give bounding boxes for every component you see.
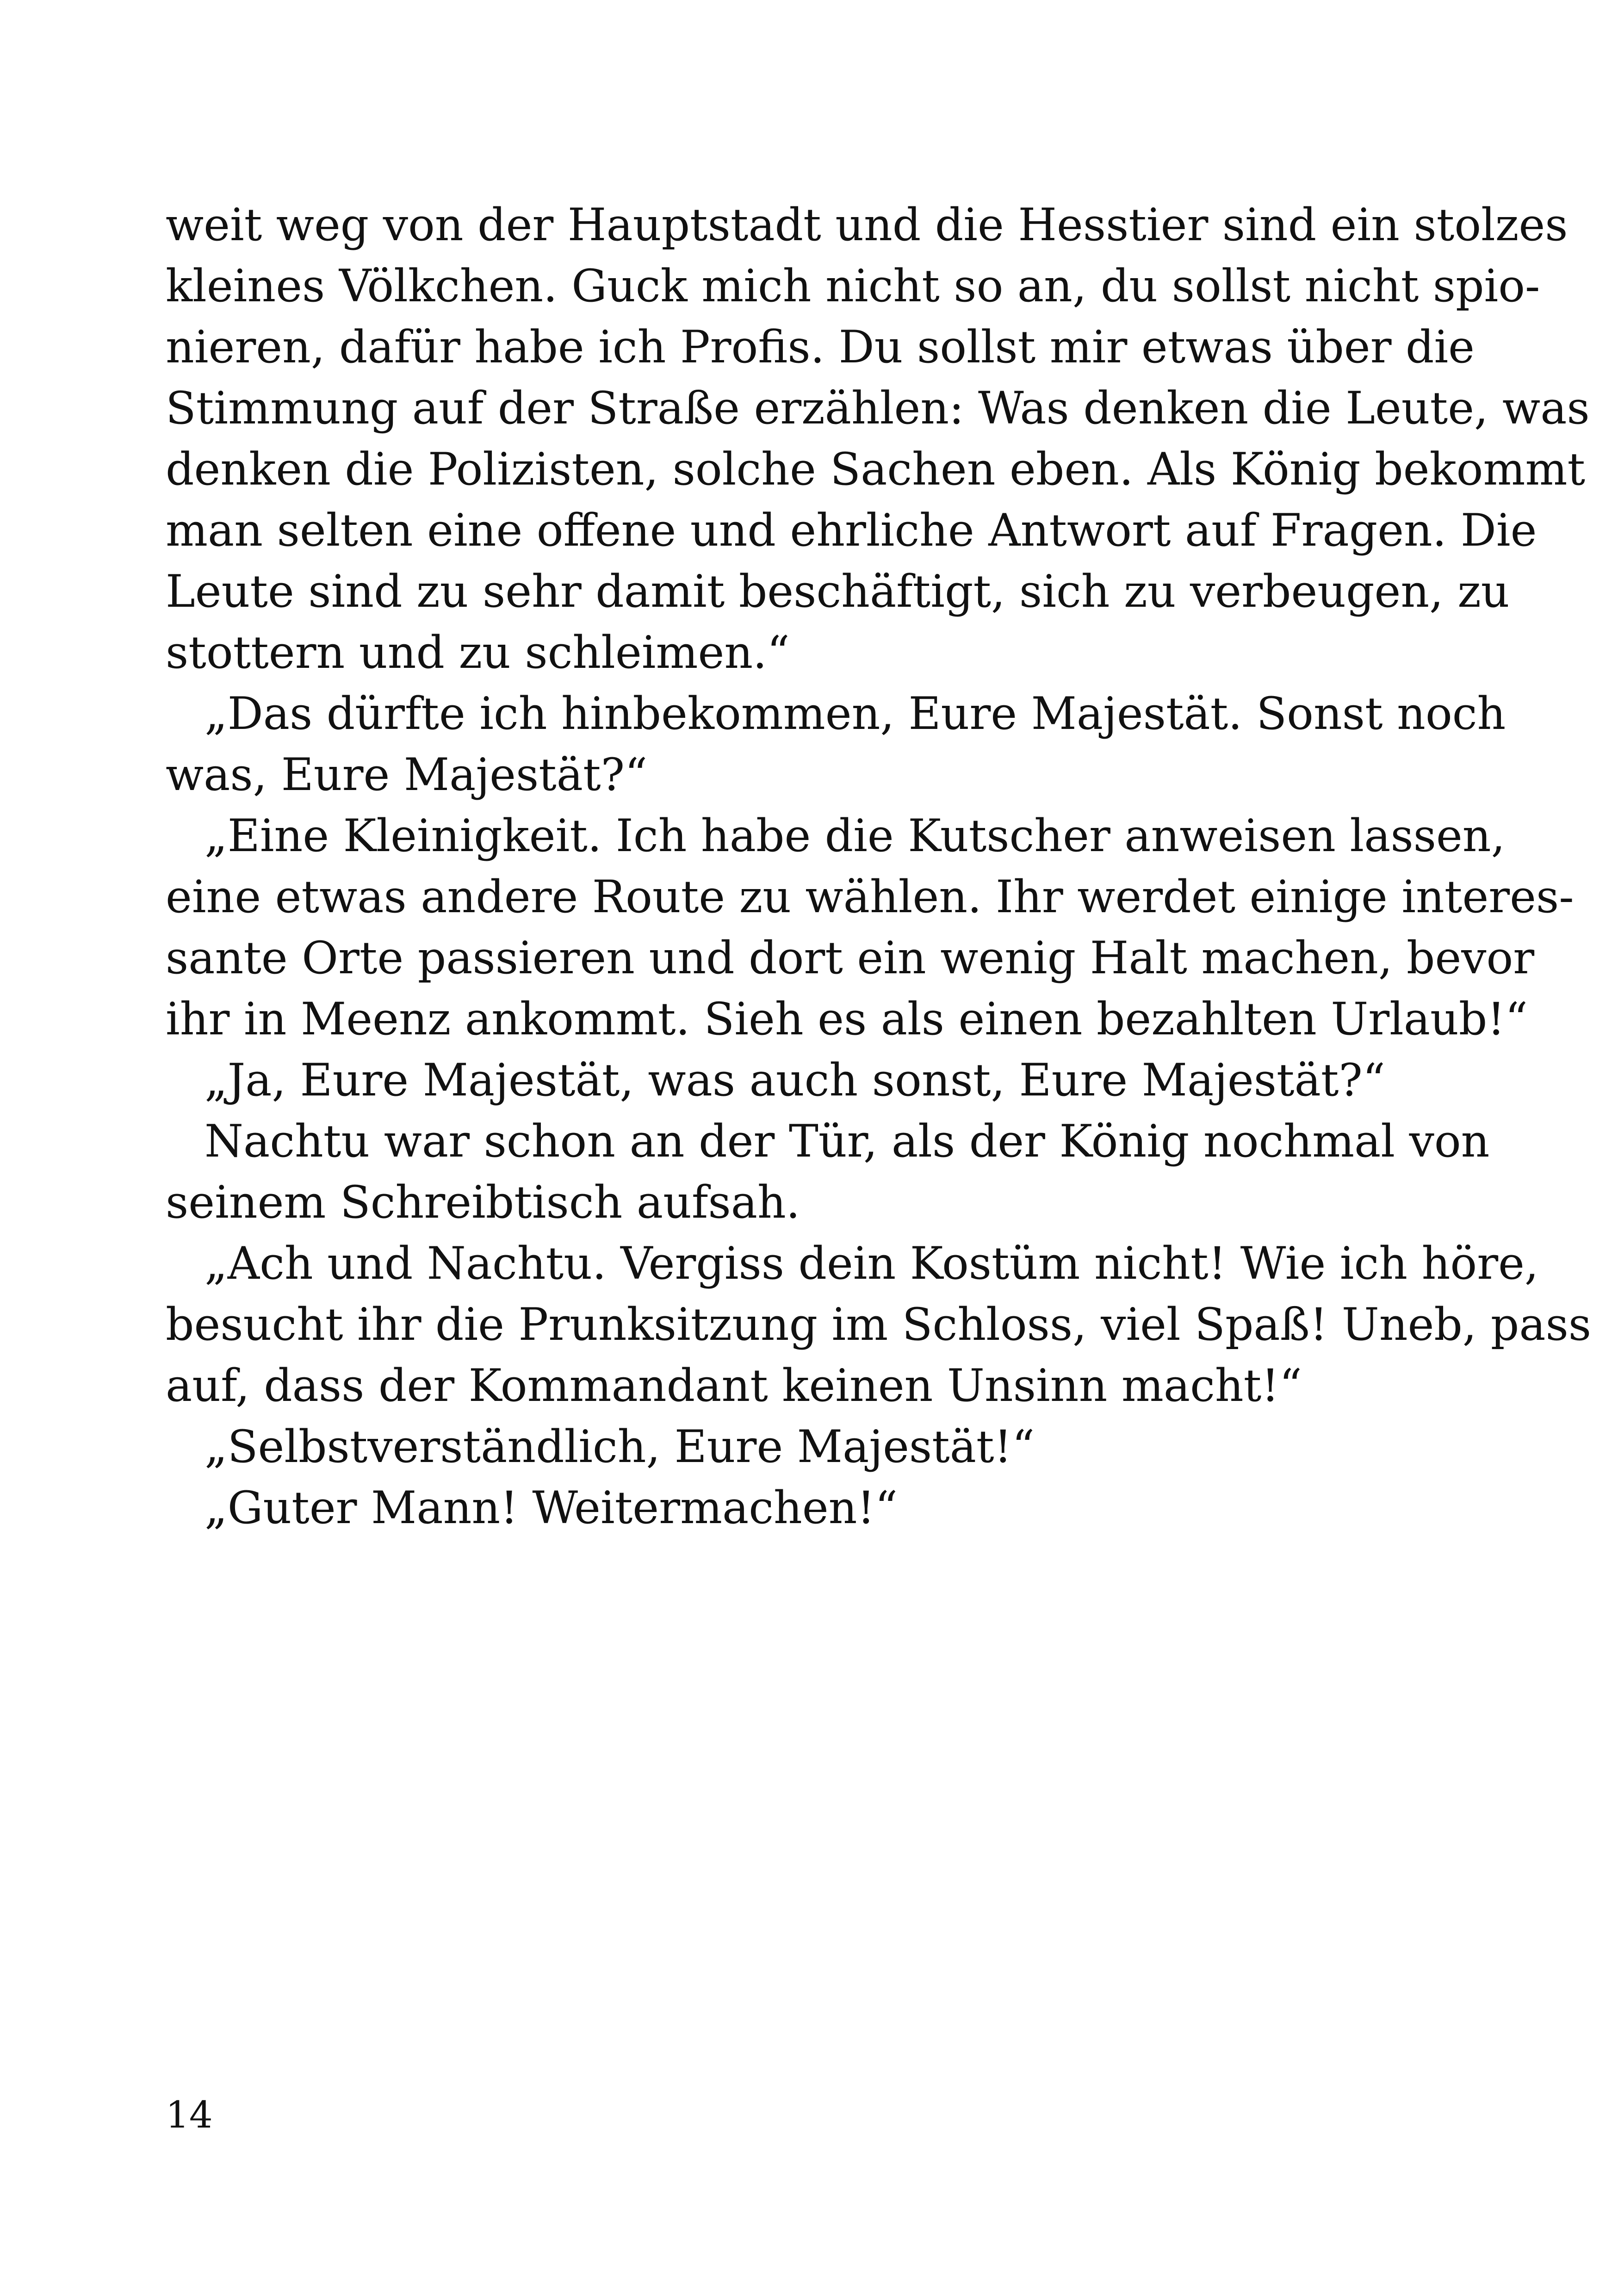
text-line: auf, dass der Kommandant keinen Unsinn macht!“ (166, 1360, 1302, 1412)
text-line: denken die Polizisten, solche Sachen eben. Als König bekommt (166, 443, 1586, 495)
text-line: Stimmung auf der Straße erzählen: Was denken die Leute, was (166, 382, 1590, 434)
text-line: man selten eine offene und ehrliche Antwort auf Fragen. Die (166, 504, 1537, 556)
text-line: was, Eure Majestät?“ (166, 749, 648, 801)
text-line: eine etwas andere Route zu wählen. Ihr werdet einige interes- (166, 871, 1574, 923)
body-text (166, 194, 1592, 1538)
text-line: besucht ihr die Prunksitzung im Schloss, viel Spaß! Uneb, pass (166, 1299, 1592, 1350)
text-line: Nachtu war schon an der Tür, als der König nochmal von (205, 1115, 1490, 1167)
text-line: „Guter Mann! Weitermachen!“ (205, 1482, 898, 1534)
text-line: seinem Schreibtisch aufsah. (166, 1176, 800, 1228)
text-line: weit weg von der Hauptstadt und die Hesstier sind ein stolzes (166, 199, 1568, 251)
page-number: 14 (166, 2093, 213, 2136)
text-line: ihr in Meenz ankommt. Sieh es als einen bezahlten Urlaub!“ (166, 993, 1528, 1045)
text-line: sante Orte passieren und dort ein wenig Halt machen, bevor (166, 932, 1535, 984)
text-line: „Ja, Eure Majestät, was auch sonst, Eure Majestät?“ (205, 1054, 1385, 1106)
text-line: stottern und zu schleimen.“ (166, 627, 790, 678)
text-line: „Das dürfte ich hinbekommen, Eure Majestät. Sonst noch (205, 688, 1506, 740)
text-line: „Ach und Nachtu. Vergiss dein Kostüm nicht! Wie ich höre, (205, 1238, 1539, 1289)
text-line: kleines Völkchen. Guck mich nicht so an, du sollst nicht spio- (166, 260, 1540, 312)
text-line: „Eine Kleinigkeit. Ich habe die Kutscher anweisen lassen, (205, 810, 1506, 862)
text-line: nieren, dafür habe ich Profis. Du sollst mir etwas über die (166, 321, 1475, 373)
text-line: Leute sind zu sehr damit beschäftigt, sich zu verbeugen, zu (166, 566, 1510, 617)
text-line: „Selbstverständlich, Eure Majestät!“ (205, 1421, 1035, 1473)
